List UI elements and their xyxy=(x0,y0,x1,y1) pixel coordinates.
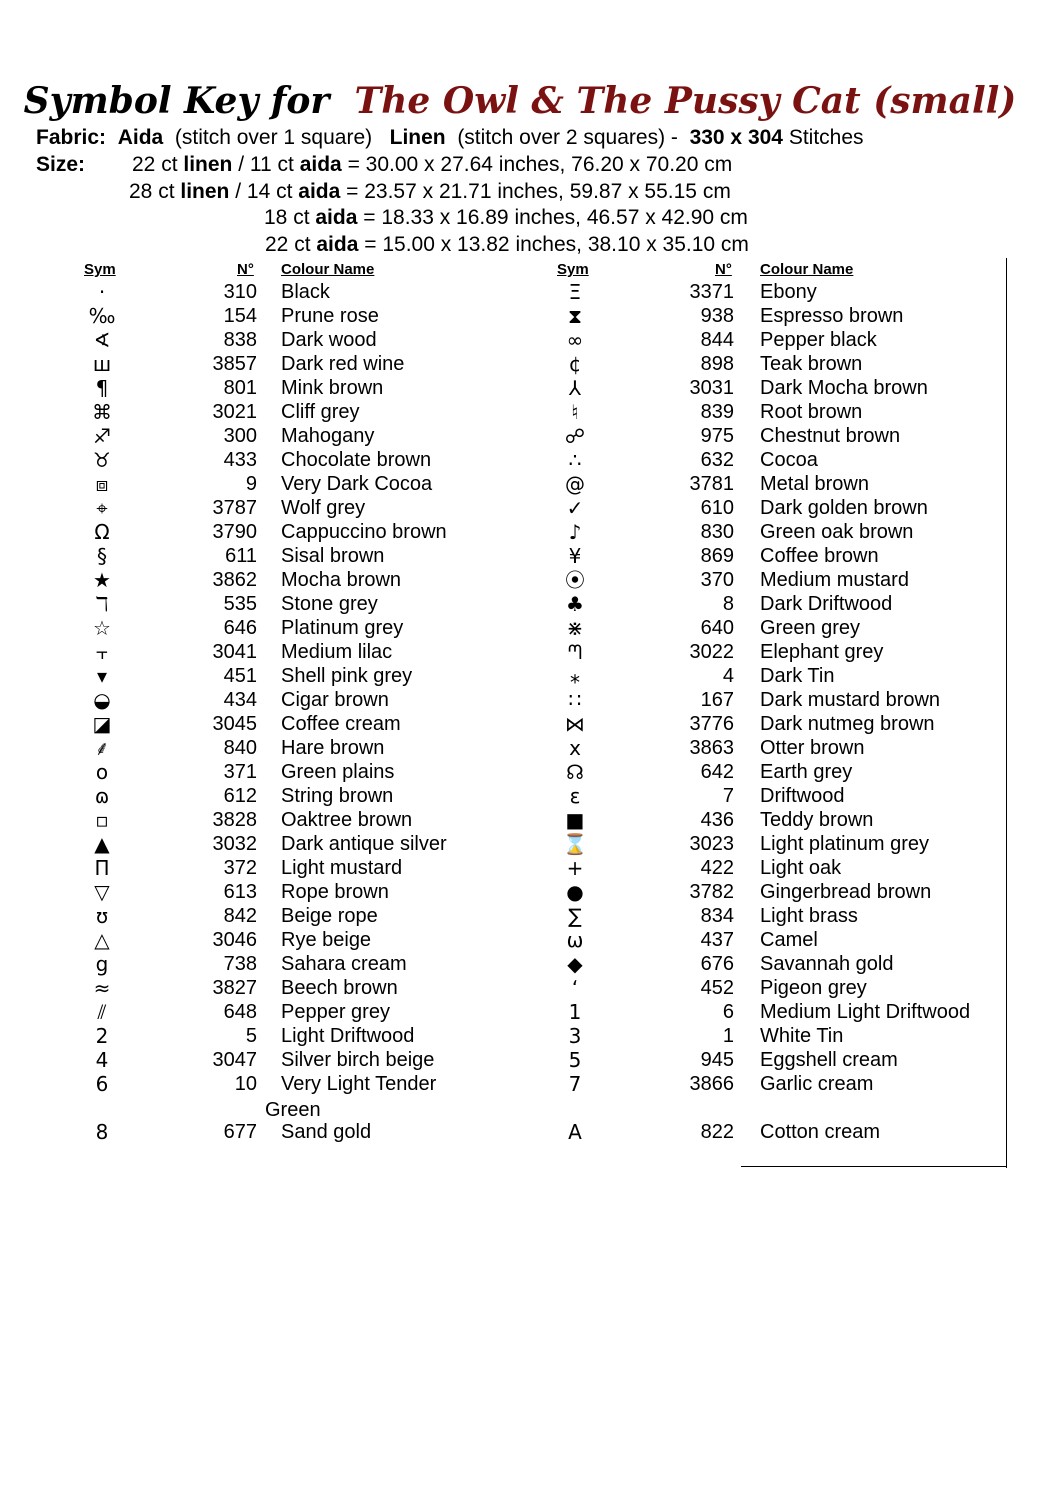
table-row xyxy=(0,976,1060,1000)
colour-name-right: Ebony xyxy=(760,281,817,303)
table-row xyxy=(0,328,1060,352)
table-row xyxy=(0,1120,1060,1144)
thread-number-right: 898 xyxy=(700,353,734,375)
symbol-left: ≈ xyxy=(93,976,111,1000)
colour-name-right: Coffee brown xyxy=(760,545,879,567)
symbol-left: 4 xyxy=(95,1048,109,1072)
table-row xyxy=(0,544,1060,568)
bottom-border-line xyxy=(741,1166,1007,1167)
colour-name-right: Light platinum grey xyxy=(760,833,929,855)
thread-number-right: 642 xyxy=(700,761,734,783)
table-row xyxy=(0,712,1060,736)
symbol-right: ⋈ xyxy=(565,712,585,736)
symbol-left: ɷ xyxy=(94,784,110,808)
table-row xyxy=(0,496,1060,520)
thread-number-left: 612 xyxy=(223,785,257,807)
symbol-key-table xyxy=(0,280,1060,1144)
thread-number-left: 3032 xyxy=(212,833,257,855)
thread-number-right: 8 xyxy=(722,593,734,615)
symbol-left: § xyxy=(97,544,107,568)
thread-number-right: 844 xyxy=(700,329,734,351)
thread-number-right: 3782 xyxy=(689,881,734,903)
thread-number-right: 839 xyxy=(700,401,734,423)
thread-number-left: 3827 xyxy=(212,977,257,999)
symbol-right: ʻ xyxy=(571,976,579,1000)
symbol-right: 5 xyxy=(568,1048,582,1072)
colour-name-left: Dark wood xyxy=(281,329,377,351)
thread-number-right: 3863 xyxy=(689,737,734,759)
symbol-right: ⌛ xyxy=(562,832,588,856)
size-label: Size: xyxy=(36,153,86,176)
symbol-right: ✓ xyxy=(566,496,584,520)
symbol-right: ♮ xyxy=(571,400,579,424)
symbol-right: A xyxy=(568,1120,582,1144)
symbol-right: ¢ xyxy=(568,352,582,376)
table-row xyxy=(0,1072,1060,1096)
colour-name-left: Rope brown xyxy=(281,881,389,903)
colour-name-left: Wolf grey xyxy=(281,497,366,519)
colour-name-right: Teddy brown xyxy=(760,809,874,831)
colour-name-right: Light oak xyxy=(760,857,842,879)
thread-number-left: 648 xyxy=(223,1001,257,1023)
table-row xyxy=(0,808,1060,832)
symbol-right: ∞ xyxy=(566,328,584,352)
thread-number-left: 300 xyxy=(223,425,257,447)
fabric-aida-note: (stitch over 1 square) xyxy=(174,126,373,149)
colour-name-right: Dark Tin xyxy=(760,665,835,687)
thread-number-right: 3776 xyxy=(689,713,734,735)
header-num-right: N° xyxy=(715,261,732,278)
thread-number-left: 3790 xyxy=(212,521,257,543)
thread-number-left: 613 xyxy=(223,881,257,903)
thread-number-right: 436 xyxy=(700,809,734,831)
table-row xyxy=(0,640,1060,664)
colour-name-left: Black xyxy=(281,281,330,303)
thread-number-right: 7 xyxy=(722,785,734,807)
symbol-right: ♣ xyxy=(566,592,584,616)
table-row xyxy=(0,472,1060,496)
table-row xyxy=(0,736,1060,760)
symbol-right: 1 xyxy=(568,1000,582,1024)
colour-name-right: Chestnut brown xyxy=(760,425,901,447)
symbol-right: ⋇ xyxy=(566,616,584,640)
colour-name-left: Dark antique silver xyxy=(281,833,447,855)
thread-number-right: 869 xyxy=(700,545,734,567)
symbol-left: ¶ xyxy=(95,376,109,400)
table-row xyxy=(0,592,1060,616)
symbol-left: ▲ xyxy=(94,832,110,856)
colour-name-left: Chocolate brown xyxy=(281,449,432,471)
symbol-right: Ξ xyxy=(568,280,582,304)
thread-number-right: 167 xyxy=(700,689,734,711)
colour-name-left: Mahogany xyxy=(281,425,375,447)
symbol-left: ш xyxy=(92,352,112,376)
table-row xyxy=(0,352,1060,376)
symbol-right: ⅄ xyxy=(568,376,582,400)
table-row xyxy=(0,904,1060,928)
symbol-left: o xyxy=(95,760,109,784)
fabric-linen: Linen xyxy=(389,126,446,149)
symbol-left: Ω xyxy=(94,520,110,544)
colour-name-left: Light Driftwood xyxy=(281,1025,415,1047)
thread-number-left: 3047 xyxy=(212,1049,257,1071)
colour-name-right: Cotton cream xyxy=(760,1121,881,1143)
thread-number-right: 945 xyxy=(700,1049,734,1071)
colour-name-left: Rye beige xyxy=(281,929,372,951)
symbol-left: ‰ xyxy=(88,304,116,328)
symbol-right: ☍ xyxy=(564,424,586,448)
colour-name-right: Cocoa xyxy=(760,449,818,471)
thread-number-right: 452 xyxy=(700,977,734,999)
thread-number-left: 3045 xyxy=(212,713,257,735)
table-row xyxy=(0,952,1060,976)
symbol-right: 3 xyxy=(568,1024,582,1048)
symbol-right: ∷ xyxy=(568,688,582,712)
header-sym-right: Sym xyxy=(557,261,589,278)
symbol-left: ∢ xyxy=(93,328,111,352)
colour-name-right: Root brown xyxy=(760,401,863,423)
symbol-right: ⧗ xyxy=(567,304,583,328)
thread-number-left: 433 xyxy=(223,449,257,471)
wrapped-name-continuation: Green xyxy=(265,1099,321,1121)
symbol-left: ℸ xyxy=(95,592,109,616)
table-row xyxy=(0,928,1060,952)
symbol-right: ♪ xyxy=(568,520,582,544)
title-prefix: Symbol Key for xyxy=(23,80,330,122)
colour-name-right: Green grey xyxy=(760,617,861,639)
colour-name-left: Beige rope xyxy=(281,905,378,927)
symbol-left: ♐ xyxy=(93,424,111,448)
table-row xyxy=(0,520,1060,544)
symbol-right: x xyxy=(569,736,581,760)
thread-number-left: 3857 xyxy=(212,353,257,375)
colour-name-left: Sand gold xyxy=(281,1121,372,1143)
colour-name-right: Dark golden brown xyxy=(760,497,928,519)
symbol-left: · xyxy=(98,280,106,304)
symbol-left: ▽ xyxy=(94,880,110,904)
thread-number-left: 154 xyxy=(223,305,257,327)
thread-number-right: 370 xyxy=(700,569,734,591)
thread-number-left: 3787 xyxy=(212,497,257,519)
symbol-left: ♉ xyxy=(93,448,111,472)
thread-number-right: 632 xyxy=(700,449,734,471)
colour-name-left: Oaktree brown xyxy=(281,809,413,831)
colour-name-left: Prune rose xyxy=(281,305,379,327)
colour-name-left: Cliff grey xyxy=(281,401,360,423)
symbol-right: ω xyxy=(566,928,584,952)
symbol-left: Π xyxy=(94,856,110,880)
colour-name-right: Light brass xyxy=(760,905,858,927)
symbol-left: ◪ xyxy=(92,712,112,736)
table-row xyxy=(0,376,1060,400)
colour-name-right: Dark mustard brown xyxy=(760,689,941,711)
symbol-right: ● xyxy=(566,880,584,904)
table-row xyxy=(0,664,1060,688)
stitch-count: 330 x 304 xyxy=(689,126,783,149)
thread-number-left: 10 xyxy=(234,1073,257,1095)
colour-name-right: Gingerbread brown xyxy=(760,881,932,903)
symbol-left: ▾ xyxy=(96,664,108,688)
thread-number-right: 422 xyxy=(700,857,734,879)
table-row xyxy=(0,424,1060,448)
thread-number-right: 822 xyxy=(700,1121,734,1143)
fabric-linen-note: (stitch over 2 squares) - xyxy=(457,126,678,149)
symbol-left: ◒ xyxy=(93,688,111,712)
symbol-left: ⌘ xyxy=(92,400,112,424)
table-row xyxy=(0,856,1060,880)
thread-number-left: 611 xyxy=(225,545,257,567)
thread-number-right: 938 xyxy=(700,305,734,327)
symbol-left: g xyxy=(95,952,109,976)
symbol-left: ★ xyxy=(93,568,111,592)
symbol-left: ⧈ xyxy=(95,472,109,496)
colour-name-left: Sahara cream xyxy=(281,953,407,975)
colour-name-right: Garlic cream xyxy=(760,1073,874,1095)
thread-number-right: 6 xyxy=(722,1001,734,1023)
colour-name-left: Pepper grey xyxy=(281,1001,390,1023)
colour-name-left: Green plains xyxy=(281,761,395,783)
thread-number-left: 677 xyxy=(223,1121,257,1143)
thread-number-left: 372 xyxy=(223,857,257,879)
table-row xyxy=(0,880,1060,904)
table-row xyxy=(0,1024,1060,1048)
symbol-left: 2 xyxy=(95,1024,109,1048)
symbol-right: ⁎ xyxy=(570,664,580,688)
colour-name-right: Espresso brown xyxy=(760,305,904,327)
colour-name-right: Teak brown xyxy=(760,353,863,375)
thread-number-left: 3862 xyxy=(212,569,257,591)
title-pattern-name: The Owl & The Pussy Cat (small) xyxy=(354,80,1017,122)
symbol-left: ʊ xyxy=(95,904,109,928)
thread-number-left: 840 xyxy=(223,737,257,759)
table-row xyxy=(0,616,1060,640)
table-row xyxy=(0,784,1060,808)
colour-name-left: Silver birch beige xyxy=(281,1049,435,1071)
thread-number-left: 9 xyxy=(245,473,257,495)
thread-number-right: 834 xyxy=(700,905,734,927)
colour-name-left: Mink brown xyxy=(281,377,384,399)
symbol-left: ⫟ xyxy=(95,640,109,664)
symbol-right: ◆ xyxy=(567,952,583,976)
thread-number-left: 371 xyxy=(223,761,257,783)
thread-number-left: 838 xyxy=(223,329,257,351)
symbol-right: 7 xyxy=(568,1072,582,1096)
symbol-left: ▫ xyxy=(95,808,109,832)
thread-number-right: 975 xyxy=(700,425,734,447)
thread-number-left: 3828 xyxy=(212,809,257,831)
thread-number-left: 3021 xyxy=(212,401,257,423)
table-row xyxy=(0,568,1060,592)
colour-name-right: Dark Mocha brown xyxy=(760,377,928,399)
colour-name-right: Camel xyxy=(760,929,818,951)
thread-number-left: 842 xyxy=(223,905,257,927)
colour-name-left: Coffee cream xyxy=(281,713,401,735)
symbol-left: 8 xyxy=(95,1120,109,1144)
colour-name-right: Otter brown xyxy=(760,737,865,759)
colour-name-right: Medium mustard xyxy=(760,569,909,591)
colour-name-left: Platinum grey xyxy=(281,617,404,639)
colour-name-right: Earth grey xyxy=(760,761,853,783)
colour-name-left: Dark red wine xyxy=(281,353,405,375)
fabric-aida: Aida xyxy=(117,126,164,149)
table-row xyxy=(0,400,1060,424)
colour-name-right: Green oak brown xyxy=(760,521,914,543)
page-title xyxy=(0,78,1040,124)
thread-number-left: 801 xyxy=(223,377,257,399)
colour-name-left: Very Dark Cocoa xyxy=(281,473,433,495)
thread-number-left: 3041 xyxy=(212,641,257,663)
colour-name-right: Dark nutmeg brown xyxy=(760,713,935,735)
thread-number-right: 3023 xyxy=(689,833,734,855)
colour-name-left: Very Light Tender xyxy=(281,1073,437,1095)
symbol-right: ε xyxy=(569,784,581,808)
colour-name-left: String brown xyxy=(281,785,394,807)
size-line-2: 28 ct linen / 14 ct aida = 23.57 x 21.71 inches, 59.87 x 55.15 cm xyxy=(129,180,731,203)
table-row xyxy=(0,1000,1060,1024)
colour-name-left: Cappuccino brown xyxy=(281,521,447,543)
thread-number-right: 3866 xyxy=(689,1073,734,1095)
symbol-right: ∑ xyxy=(568,904,582,928)
table-row xyxy=(0,760,1060,784)
symbol-left: ☆ xyxy=(93,616,111,640)
thread-number-right: 1 xyxy=(722,1025,734,1047)
table-row xyxy=(0,688,1060,712)
colour-name-right: Pigeon grey xyxy=(760,977,867,999)
fabric-label: Fabric: xyxy=(36,126,107,149)
size-line-4: 22 ct aida = 15.00 x 13.82 inches, 38.10 x 35.10 cm xyxy=(265,233,749,256)
colour-name-right: White Tin xyxy=(760,1025,844,1047)
thread-number-left: 310 xyxy=(223,281,257,303)
symbol-right: ☊ xyxy=(566,760,584,784)
symbol-left: 6 xyxy=(95,1072,109,1096)
table-row xyxy=(0,304,1060,328)
colour-name-left: Shell pink grey xyxy=(281,665,413,687)
colour-name-right: Elephant grey xyxy=(760,641,884,663)
thread-number-right: 4 xyxy=(722,665,734,687)
symbol-right: + xyxy=(566,856,584,880)
table-row xyxy=(0,448,1060,472)
symbol-right: ¥ xyxy=(568,544,582,568)
thread-number-right: 676 xyxy=(700,953,734,975)
symbol-right: ∴ xyxy=(568,448,582,472)
table-row xyxy=(0,1048,1060,1072)
colour-name-left: Beech brown xyxy=(281,977,398,999)
colour-name-right: Metal brown xyxy=(760,473,869,495)
colour-name-left: Hare brown xyxy=(281,737,385,759)
stitch-word: Stitches xyxy=(788,126,864,149)
thread-number-left: 434 xyxy=(223,689,257,711)
size-line-1: 22 ct linen / 11 ct aida = 30.00 x 27.64 inches, 76.20 x 70.20 cm xyxy=(132,153,733,176)
thread-number-left: 5 xyxy=(245,1025,257,1047)
thread-number-right: 3371 xyxy=(689,281,734,303)
thread-number-right: 3031 xyxy=(689,377,734,399)
colour-name-right: Medium Light Driftwood xyxy=(760,1001,971,1023)
table-row xyxy=(0,280,1060,304)
colour-name-right: Dark Driftwood xyxy=(760,593,893,615)
header-num-left: N° xyxy=(237,261,254,278)
colour-name-right: Eggshell cream xyxy=(760,1049,898,1071)
header-name-left: Colour Name xyxy=(281,261,375,278)
thread-number-right: 437 xyxy=(700,929,734,951)
colour-name-left: Light mustard xyxy=(281,857,403,879)
symbol-left: △ xyxy=(94,928,110,952)
colour-name-left: Stone grey xyxy=(281,593,378,615)
thread-number-left: 3046 xyxy=(212,929,257,951)
colour-name-left: Sisal brown xyxy=(281,545,385,567)
symbol-left: ⌖ xyxy=(96,496,108,520)
table-row xyxy=(0,832,1060,856)
header-sym-left: Sym xyxy=(84,261,116,278)
colour-name-left: Cigar brown xyxy=(281,689,389,711)
thread-number-right: 610 xyxy=(700,497,734,519)
colour-name-right: Driftwood xyxy=(760,785,845,807)
thread-number-left: 535 xyxy=(223,593,257,615)
symbol-right: ᘉ xyxy=(567,640,583,664)
fabric-line xyxy=(36,125,864,151)
thread-number-left: 646 xyxy=(223,617,257,639)
header-name-right: Colour Name xyxy=(760,261,854,278)
colour-name-left: Medium lilac xyxy=(281,641,393,663)
colour-name-right: Savannah gold xyxy=(760,953,894,975)
thread-number-left: 738 xyxy=(223,953,257,975)
symbol-right: ■ xyxy=(565,808,585,832)
thread-number-right: 3781 xyxy=(689,473,734,495)
thread-number-left: 451 xyxy=(223,665,257,687)
colour-name-right: Pepper black xyxy=(760,329,877,351)
colour-name-left: Mocha brown xyxy=(281,569,402,591)
thread-number-right: 3022 xyxy=(689,641,734,663)
size-line-3: 18 ct aida = 18.33 x 16.89 inches, 46.57 x 42.90 cm xyxy=(264,206,748,229)
symbol-left: ⸙ xyxy=(94,736,110,760)
symbol-left: ⫽ xyxy=(97,1000,107,1024)
thread-number-right: 640 xyxy=(700,617,734,639)
symbol-right: ⦿ xyxy=(565,568,585,592)
symbol-right: @ xyxy=(565,472,585,496)
thread-number-right: 830 xyxy=(700,521,734,543)
